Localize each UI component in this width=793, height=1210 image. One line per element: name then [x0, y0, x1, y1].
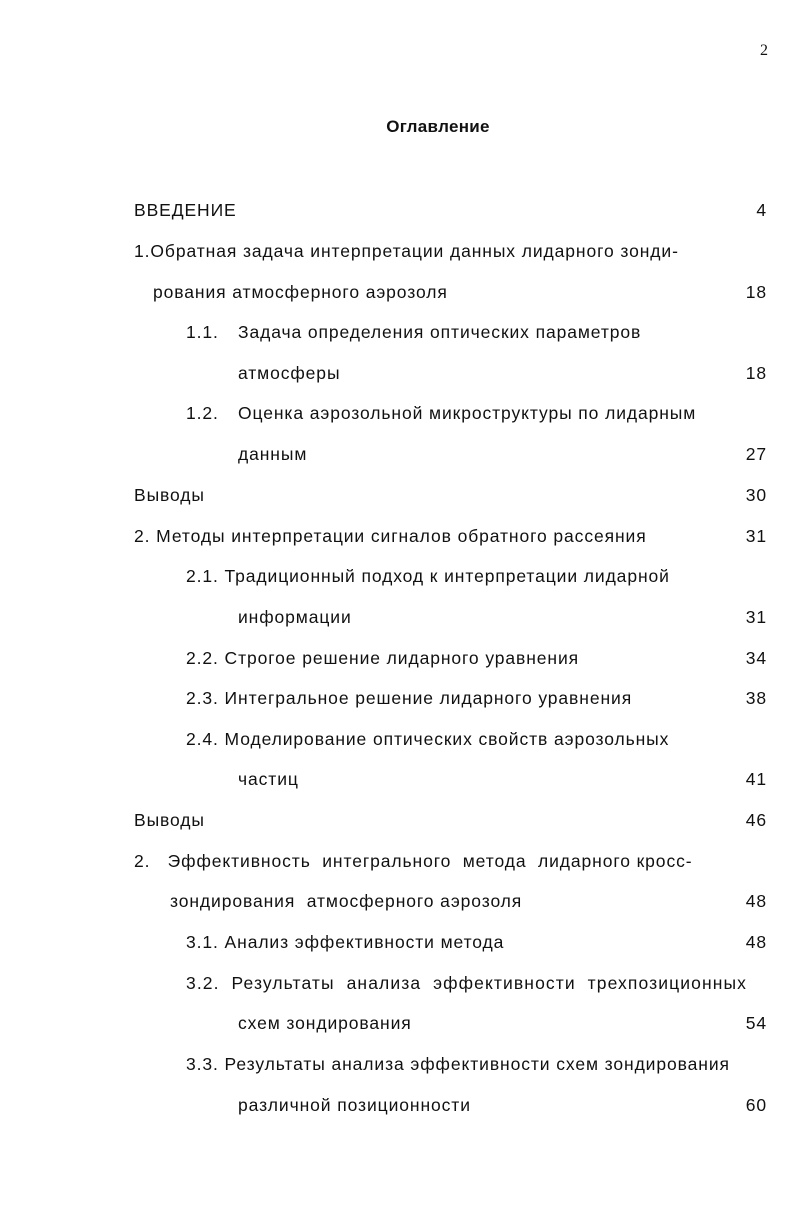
toc-number-1-1: 1.1. — [186, 322, 219, 342]
toc-page-2-4: 41 — [745, 769, 767, 789]
toc-number-1-2: 1.2. — [186, 403, 219, 423]
toc-entry-3-2-cont: схем зондирования — [238, 1013, 412, 1033]
toc-entry-1-2-cont: данным — [238, 444, 308, 464]
toc-entry-chapter-2: 2. Методы интерпретации сигналов обратного рассеяния — [134, 526, 647, 546]
toc-page-3-3: 60 — [745, 1095, 767, 1115]
toc-text-1-1: Задача определения оптических параметров — [238, 322, 642, 342]
toc-entry-2-4-cont: частиц — [238, 769, 299, 789]
toc-page-2-1: 31 — [745, 607, 767, 627]
toc-entry-chapter-3: 2. Эффективность интегрального метода лидарного кросс- — [134, 851, 693, 871]
toc-page-3-1: 48 — [745, 932, 767, 952]
toc-entry-3-3-cont: различной позиционности — [238, 1095, 471, 1115]
toc-entry-chapter-1-cont: рования атмосферного аэрозоля — [153, 282, 448, 302]
toc-entry-1-2 — [186, 402, 696, 424]
toc-entry-chapter-3-cont: зондирования атмосферного аэрозоля — [170, 891, 523, 911]
toc-page-1-1: 18 — [745, 363, 767, 383]
toc-page-2-2: 34 — [745, 648, 767, 668]
page-title: Оглавление — [386, 117, 490, 136]
toc-page-chapter-1: 18 — [745, 282, 767, 302]
toc-text-1-2: Оценка аэрозольной микроструктуры по лидарным — [238, 403, 697, 423]
toc-page-conclusions-2: 46 — [745, 810, 767, 830]
toc-page-chapter-2: 31 — [745, 526, 767, 546]
toc-entry-1-1-cont: атмосферы — [238, 363, 341, 383]
toc-page-1-2: 27 — [745, 444, 767, 464]
toc-entry-2-1-cont: информации — [238, 607, 352, 627]
toc-page-chapter-3: 48 — [745, 891, 767, 911]
toc-entry-2-1: 2.1. Традиционный подход к интерпретации лидарной — [186, 566, 670, 586]
toc-entry-2-2: 2.2. Строгое решение лидарного уравнения — [186, 648, 580, 668]
toc-page-3-2: 54 — [745, 1013, 767, 1033]
toc-entry-2-4: 2.4. Моделирование оптических свойств аэрозольных — [186, 729, 670, 749]
page-number: 2 — [760, 42, 768, 59]
toc-entry-introduction: ВВЕДЕНИЕ — [134, 200, 237, 220]
toc-page-conclusions-1: 30 — [745, 485, 767, 505]
toc-entry-1-1 — [186, 321, 641, 343]
toc-entry-conclusions-1: Выводы — [134, 485, 205, 505]
toc-page-introduction: 4 — [756, 200, 767, 220]
toc-entry-3-1: 3.1. Анализ эффективности метода — [186, 932, 505, 952]
toc-entry-2-3: 2.3. Интегральное решение лидарного уравнения — [186, 688, 633, 708]
toc-entry-3-2: 3.2. Результаты анализа эффективности трехпозиционных — [186, 973, 748, 993]
toc-page-2-3: 38 — [745, 688, 767, 708]
toc-entry-conclusions-2: Выводы — [134, 810, 205, 830]
toc-entry-chapter-1: 1.Обратная задача интерпретации данных лидарного зонди- — [134, 241, 679, 261]
toc-entry-3-3: 3.3. Результаты анализа эффективности схем зондирования — [186, 1054, 730, 1074]
